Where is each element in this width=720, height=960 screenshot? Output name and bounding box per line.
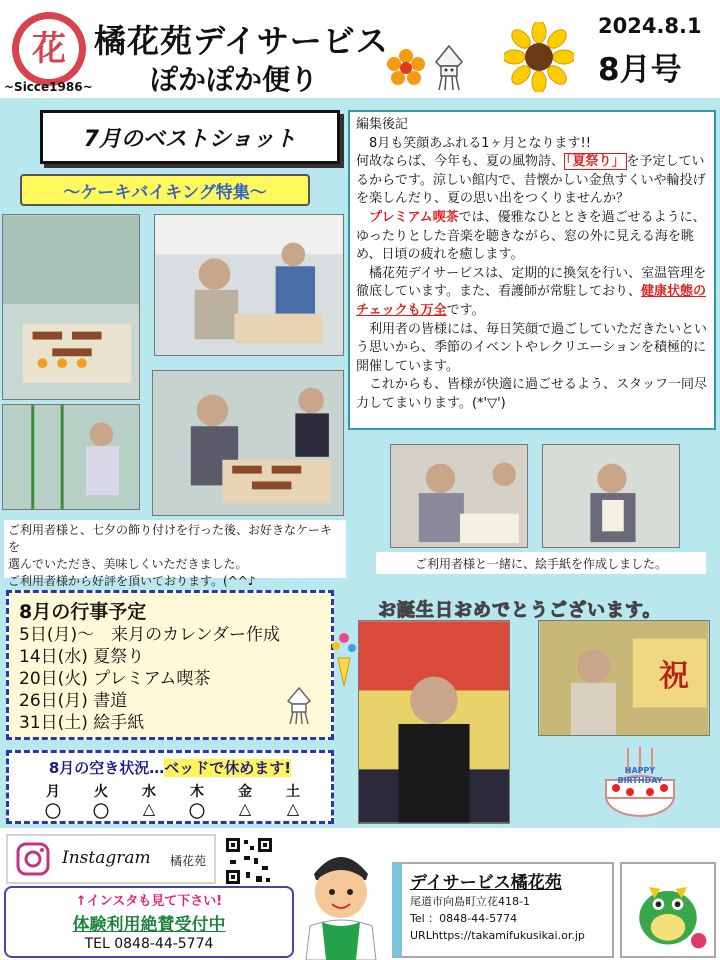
- caption-line: ご利用者様と、七夕の飾り付けを行った後、お好きなケーキを: [8, 523, 333, 554]
- availability-mark: △: [142, 799, 156, 818]
- editor-paragraph-1: [356, 135, 708, 209]
- schedule-title: 8月の行事予定: [19, 601, 147, 623]
- photo-birthday-woman: [538, 620, 710, 736]
- birthday-title: お誕生日おめでとうございます。: [378, 600, 662, 621]
- day-label: 金: [238, 784, 252, 800]
- trial-box: [4, 886, 294, 958]
- photo-cake-table: [2, 214, 140, 400]
- schedule-item: 20日(火) プレミアム喫茶: [19, 669, 211, 689]
- editor-paragraph-4: 利用者の皆様には、毎日笑顔で過ごしていただきたいという思いから、季節のイベントやレクリエーションを積極的に開催しています。: [356, 321, 708, 374]
- company-name: デイサービス橘花苑: [410, 873, 562, 893]
- picture-letter-caption: ご利用者様と一緒に、絵手紙を作成しました。: [376, 552, 706, 574]
- newsletter-subtitle: ぽかぽか便り: [150, 63, 319, 96]
- logo: [12, 12, 86, 86]
- logo-mark: 花: [19, 19, 79, 79]
- availability-title-text: 8月の空き状況…: [48, 759, 165, 777]
- schedule-item: 5日(月)～ 来月のカレンダー作成: [19, 625, 280, 645]
- best-shot-title: 7月のベストショット: [40, 110, 340, 164]
- availability-mark: 〇: [44, 802, 61, 821]
- cake-text: HAPPY: [624, 766, 656, 775]
- celebration-banner: 祝: [659, 659, 689, 694]
- availability-mark: △: [286, 799, 300, 818]
- schedule-item: 31日(土) 絵手紙: [19, 713, 145, 733]
- orange-flower-icon: [386, 48, 426, 88]
- instagram-link[interactable]: [6, 834, 216, 884]
- schedule-item: 14日(水) 夏祭り: [19, 647, 145, 667]
- issue-number: 8月号: [598, 52, 682, 88]
- availability-title: [9, 757, 331, 778]
- editor-text: です。: [446, 302, 485, 318]
- newsletter-title: 橘花苑デイサービス: [94, 22, 389, 60]
- photo-birthday-man: [358, 620, 510, 824]
- summer-festival-highlight: 「夏祭り」: [566, 154, 625, 170]
- availability-mark: 〇: [188, 802, 205, 821]
- trial-banner: 体験利用絶賛受付中: [72, 915, 226, 935]
- photo-picture-letter-1: [390, 444, 528, 548]
- company-info: [392, 862, 614, 958]
- editor-text: 何故ならば、今年も、夏の風物詩、: [356, 154, 565, 170]
- squid-icon: [284, 686, 314, 726]
- photo-choosing-cake: [152, 370, 344, 516]
- availability-mark: 〇: [92, 802, 109, 821]
- editor-paragraph-2: [356, 209, 708, 265]
- cake-viking-banner: ～ケーキバイキング特集～: [20, 174, 310, 206]
- availability-title-highlight: ベッドで休めます!: [164, 759, 292, 777]
- editor-paragraph-5: これからも、皆様が快適に過ごせるよう、スタッフ一同尽力してまいります。(*'▽'): [356, 377, 708, 411]
- since-label: ~Sicce1986~: [4, 80, 93, 94]
- staff-illustration: [296, 840, 386, 960]
- photo-staff-serving: [154, 214, 344, 356]
- day-label: 水: [142, 784, 156, 800]
- day-label: 木: [190, 784, 204, 800]
- squid-icon: [432, 44, 466, 92]
- phone-number: TEL 0848-44-5774: [84, 936, 214, 952]
- editor-text: を予定しているからです。涼しい館内で、昔懐かしい金魚すくいや輪投げを楽しんだり、夏の思い出をつくりませんか？: [356, 154, 706, 207]
- schedule-item: 26日(月) 書道: [19, 691, 128, 711]
- editor-text: 橘花苑デイサービスは、定期的に換気を行い、室温管理を徹底しています。また、看護師が常駐しており、: [356, 265, 707, 300]
- editor-paragraph-3: [356, 265, 708, 321]
- editor-note: [348, 110, 716, 430]
- editor-text: では、優雅なひとときを過ごせるように、ゆったりとした音楽を聴きながら、窓の外に見える海を眺め、日頃の疲れを癒します。: [356, 209, 706, 263]
- sunflower-icon: [504, 22, 574, 92]
- day-label: 火: [94, 784, 108, 800]
- qr-code[interactable]: [224, 836, 274, 886]
- health-check-highlight: 健康状態のチェックも万全: [356, 284, 706, 318]
- instagram-label: Instagram: [62, 848, 151, 868]
- cake-text: BIRTHDAY: [617, 776, 663, 785]
- instagram-account: 橘花苑: [170, 854, 207, 868]
- company-url[interactable]: URLhttps://takamifukusikai.or.jp: [410, 929, 585, 942]
- party-popper-icon: [328, 628, 360, 688]
- caption-line: 選んでいただき、美味しくいただきました。: [8, 557, 248, 571]
- company-tel: Tel ：0848-44-5774: [410, 912, 518, 925]
- dragon-icon: [620, 862, 716, 958]
- day-label: 土: [286, 784, 300, 800]
- editor-heading: 編集後記: [356, 117, 409, 132]
- availability-mark: △: [238, 799, 252, 818]
- instagram-icon: [16, 842, 50, 876]
- best-shot-caption: [4, 520, 346, 588]
- cake-greeting: [612, 766, 668, 786]
- caption-line: ご利用者様から好評を頂いております。(^^♪: [8, 574, 256, 588]
- photo-tanabata: [2, 404, 140, 510]
- instagram-prompt: ↑インスタも見て下さい!: [75, 894, 223, 909]
- editor-text: 8月も笑顔あふれる1ヶ月となります!!: [356, 135, 591, 151]
- company-address: 尾道市向島町立花418-1: [410, 895, 530, 908]
- photo-picture-letter-2: [542, 444, 680, 548]
- issue-date: 2024.8.1: [598, 14, 702, 38]
- availability-box: [6, 750, 334, 824]
- day-label: 月: [46, 784, 60, 800]
- premium-cafe-highlight: プレミアム喫茶: [369, 209, 459, 225]
